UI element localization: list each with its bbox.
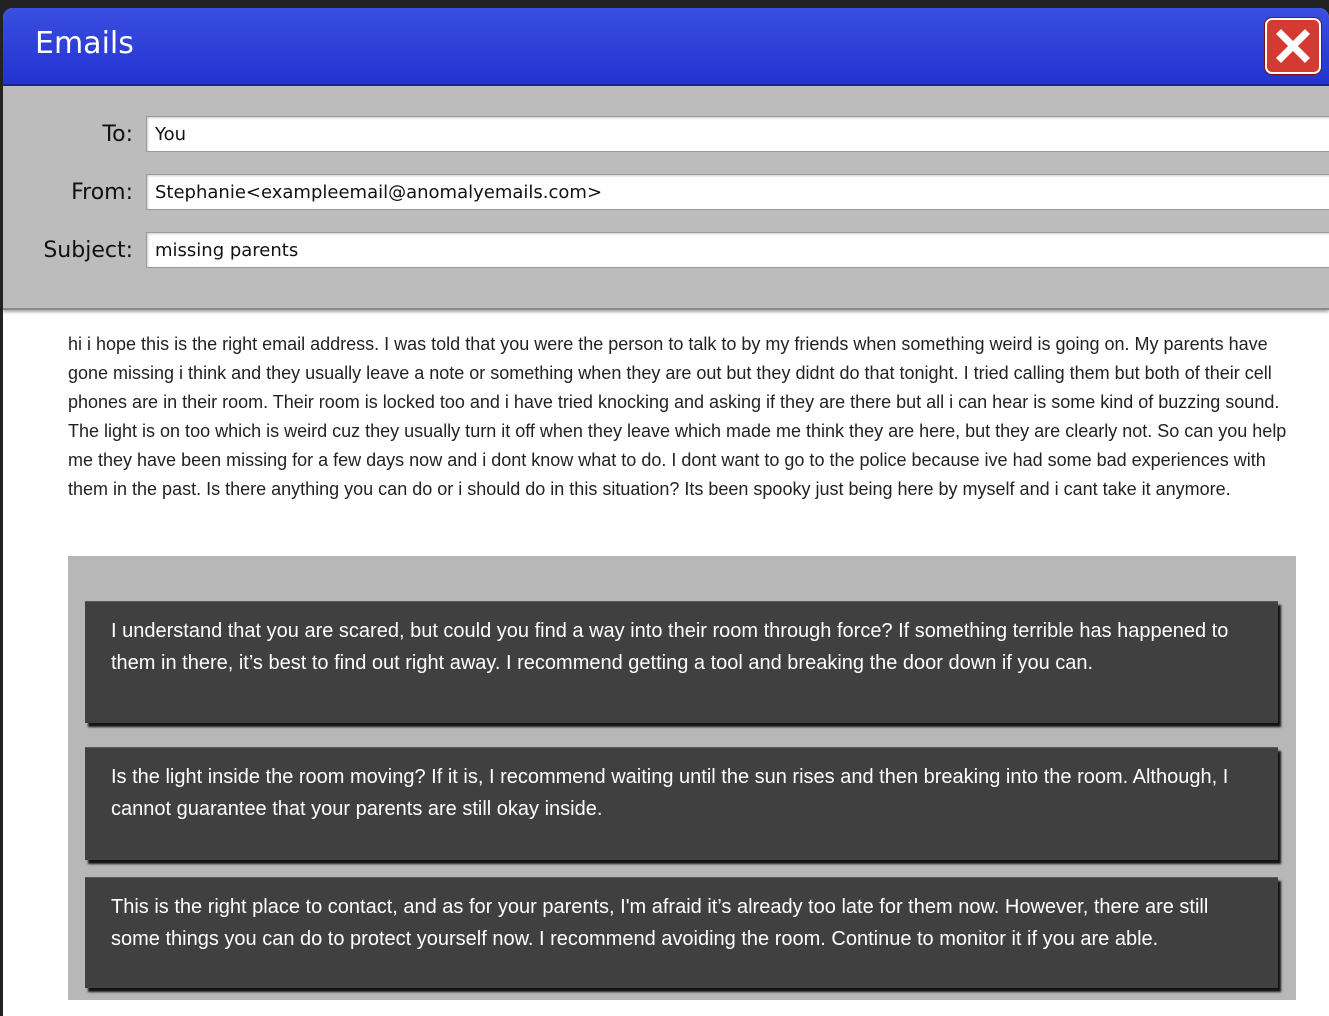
to-field[interactable] bbox=[146, 116, 1329, 152]
close-x-icon bbox=[1274, 27, 1312, 65]
window-title: Emails bbox=[35, 26, 134, 61]
to-row bbox=[3, 116, 1329, 156]
subject-field[interactable] bbox=[146, 232, 1329, 268]
email-window bbox=[3, 8, 1329, 1016]
to-label: To: bbox=[102, 122, 133, 147]
reply-option-1[interactable]: I understand that you are scared, but could you find a way into their room through force? If something terrible has happened to them in there, it’s best to find out right away. I recommend getting a tool and breaking the door down if you can. bbox=[85, 601, 1278, 723]
subject-row bbox=[3, 232, 1329, 272]
email-header-panel bbox=[3, 86, 1329, 310]
reply-option-3[interactable]: This is the right place to contact, and as for your parents, I'm afraid it’s already too late for them now. However, there are still some things you can do to protect yourself now. I recommend avoiding the room. Continue to monitor it if you are able. bbox=[85, 877, 1278, 988]
reply-option-2[interactable]: Is the light inside the room moving? If it is, I recommend waiting until the sun rises and then breaking into the room. Although, I cannot guarantee that your parents are still okay inside. bbox=[85, 747, 1278, 860]
from-row bbox=[3, 174, 1329, 214]
reply-options-panel bbox=[68, 556, 1296, 1000]
title-bar bbox=[3, 8, 1329, 86]
from-label: From: bbox=[71, 180, 133, 205]
message-body: hi i hope this is the right email address. I was told that you were the person to talk to by my friends when something weird is going on. My parents have gone missing i think and they usually leave a note or something when they are out but they didnt do that tonight. I tried calling them but both of their cell phones are in their room. Their room is locked too and i have tried knocking and asking if they are there but all i can hear is some kind of buzzing sound. The light is on too which is weird cuz they usually turn it off when they leave which made me think they are here, but they are clearly not. So can you help me they have been missing for a few days now and i dont know what to do. I dont want to go to the police because ive had some bad experiences with them in the past. Is there anything you can do or i should do in this situation? Its been spooky just being here by myself and i cant take it anymore. bbox=[68, 334, 1287, 499]
from-field[interactable] bbox=[146, 174, 1329, 210]
subject-label: Subject: bbox=[43, 238, 133, 263]
close-button[interactable] bbox=[1265, 18, 1321, 74]
